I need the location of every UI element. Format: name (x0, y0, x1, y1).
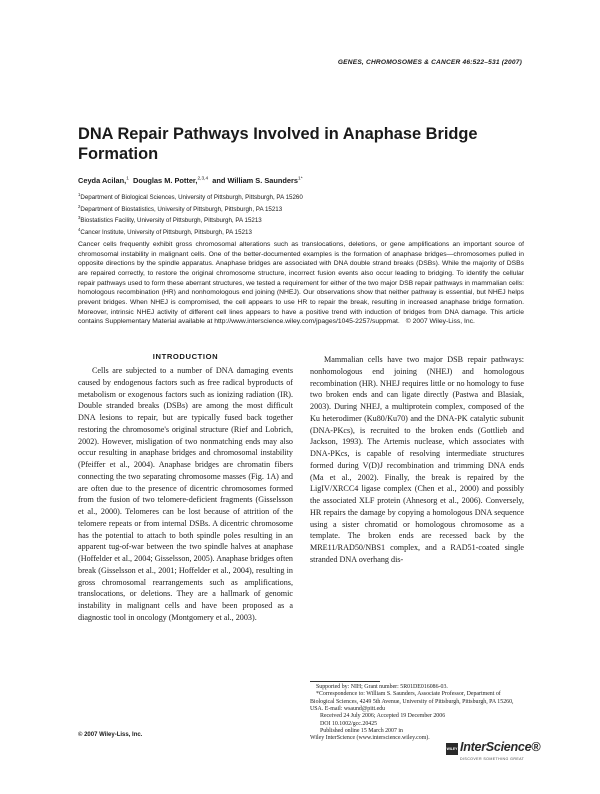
abstract-text: Cancer cells frequently exhibit gross chromosomal alterations such as translocations, deletions, or gene amplifications an important source of chromosomal instability in malignant cells. One of the better-documented examples is the formation of anaphase bridges—chromosomes pulled in opposite directions by the spindle apparatus. Anaphase bridges are associated with DNA double strand breaks (DSBs). While the majority of DSBs are repaired correctly, to restore the original chromosome structure, incorrect fusion events also occur leading to bridging. To identify the cellular repair pathways used to form these aberrant structures, we tested a requirement for either of the two major DSB repair pathways in mammalian cells: homologous recombination (HR) and nonhomologous end joining (NHEJ). Our observations show that neither pathway is essential, but NHEJ helps prevent bridges. When NHEJ is compromised, the cell appears to use HR to repair the break, resulting in increased anaphase bridge formation. Moreover, intrinsic NHEJ activity of different cell lines appears to have a positive trend with induction of bridges from DNA damage. This article contains Supplementary Material available at http://www.interscience.wiley.com/jpages/1045-2257/suppmat. (78, 241, 524, 326)
logo-tagline: DISCOVER SOMETHING GREAT (460, 757, 525, 761)
affiliation-mark: 2 (78, 203, 81, 209)
footnotes (310, 684, 524, 743)
doi-note: DOI 10.1002/gcc.20425 (320, 720, 378, 727)
author-name: Ceyda Acilan, (78, 176, 127, 185)
body-column-right: Mammalian cells have two major DSB repair pathways: nonhomologous end joining (NHEJ) and homologous recombination (HR). NHEJ requires little or no homology to fuse two broken ends and can ligate directly (Pastwa and Blasiak, 2003). During NHEJ, a multiprotein complex, composed of the Ku heterodimer (Ku80/Ku70) and the DNA-PK catalytic subunit (DNA-PKcs), is recruited to the broken ends (Gottlieb and Jackson, 1993). The Artemis nuclease, which associates with DNA-PKcs, is capable of resolving intermediate structures formed during V(D)J recombination and trimming DNA ends (Ma et al., 2002). Finally, the break is repaired by the LigIV/XRCC4 ligase complex (Chen et al., 2000) and possibly the associated XLF protein (Ahnesorg et al., 2006). Conversely, HR repairs the damage by copying a homologous DNA sequence using a sister chromatid or homologous chromosome as a template. The broken ends are recessed back by the MRE11/RAD50/NBS1 complex, and a RAD51-coated single stranded DNA overhang dis- (310, 355, 524, 564)
article-title: DNA Repair Pathways Involved in Anaphase Bridge Formation (78, 125, 478, 163)
funding-note: Supported by: NIH; Grant number: 5R01DE016086-03. (316, 684, 448, 690)
affiliation-text: Department of Biostatistics, University of Pittsburgh, Pittsburgh, PA 15213 (80, 205, 283, 213)
affiliation (78, 214, 303, 226)
affiliation (78, 226, 303, 238)
affiliation (78, 191, 303, 203)
affiliation-mark: 1 (78, 192, 81, 197)
affiliation-mark: 3 (78, 215, 81, 221)
affiliation-list (78, 191, 303, 238)
author-name: and William S. Saunders (212, 176, 299, 185)
received-note: Received 24 July 2006; Accepted 19 December 2006 (320, 713, 446, 720)
author-affiliation-mark: 2,3,4 (197, 176, 209, 182)
affiliation-text: Department of Biological Sciences, University of Pittsburgh, Pittsburgh, PA 15260 (80, 194, 303, 202)
section-heading-introduction: INTRODUCTION (152, 352, 219, 361)
body-column-left: Cells are subjected to a number of DNA damaging events caused by endogenous factors such as free radical byproducts of metabolism or exogenous factors such as ionizing radiation (IR). Double stranded breaks (DSBs) are among the most difficult DNA lesions to repair, but are typically fused back together restoring the chromosome's original structure (Rief and Lobrich, 2002). However, misligation of two nonmatching ends may also occur resulting in anaphase bridges and chromosomal instability (Pfeiffer et al., 2004). Anaphase bridges are chromatin fibers connecting the two separating chromosome masses (Fig. 1A) and are often due to the presence of dicentric chromosomes formed from the fusion of two telomere-deficient fragments (Gisselsson et al., 2000). Telomeres can be lost because of attrition of the telomere repeats or from internal DSBs. A dicentric chromosome has the potential to attach to both spindle poles resulting in an apparent tug-of-war between the two spindle halves at anaphase (Hoffelder et al., 2004; Gisselsson, 2005). Anaphase bridges often break (Gisselsson et al., 2001; Hoffelder et al., 2004), resulting in gross chromosomal rearrangements such as amplifications, translocations, or deletions. They are a hallmark of genomic instability in malignant cells and have been proposed as a diagnostic tool in oncology (Montgomery et al., 2003). (78, 366, 293, 622)
author-list (78, 176, 303, 185)
wiley-interscience-logo (446, 740, 541, 770)
logo-brand: InterScience® (460, 740, 541, 754)
author-affiliation-mark: 1* (298, 176, 303, 182)
published-note: Published online 15 March 2007 in (320, 728, 403, 735)
author-name: Douglas M. Potter, (132, 176, 198, 185)
correspondence-note: *Correspondence to: William S. Saunders, Associate Professor, Department of Biological Sciences, 4249 5th Avenue, University of Pittsburgh, Pittsburgh, PA 15260, USA. E-mail: wsaund@pitt.edu (310, 691, 514, 713)
affiliation (78, 203, 303, 215)
affiliation-text: Cancer Institute, University of Pittsburgh, Pittsburgh, PA 15213 (80, 229, 252, 237)
affiliation-mark: 4 (78, 226, 81, 232)
footer-copyright: © 2007 Wiley-Liss, Inc. (78, 732, 143, 738)
published-note-continued: Wiley InterScience (www.interscience.wiley.com). (310, 735, 430, 742)
footnote-divider (310, 681, 380, 682)
running-head: GENES, CHROMOSOMES & CANCER 46:522–531 (2007) (337, 59, 522, 66)
author-affiliation-mark: 1 (126, 176, 129, 182)
abstract (78, 240, 524, 327)
abstract-copyright: © 2007 Wiley-Liss, Inc. (405, 318, 475, 326)
affiliation-text: Biostatistics Facility, University of Pittsburgh, Pittsburgh, PA 15213 (80, 217, 262, 225)
wiley-logo-box: WILEY (446, 743, 458, 755)
